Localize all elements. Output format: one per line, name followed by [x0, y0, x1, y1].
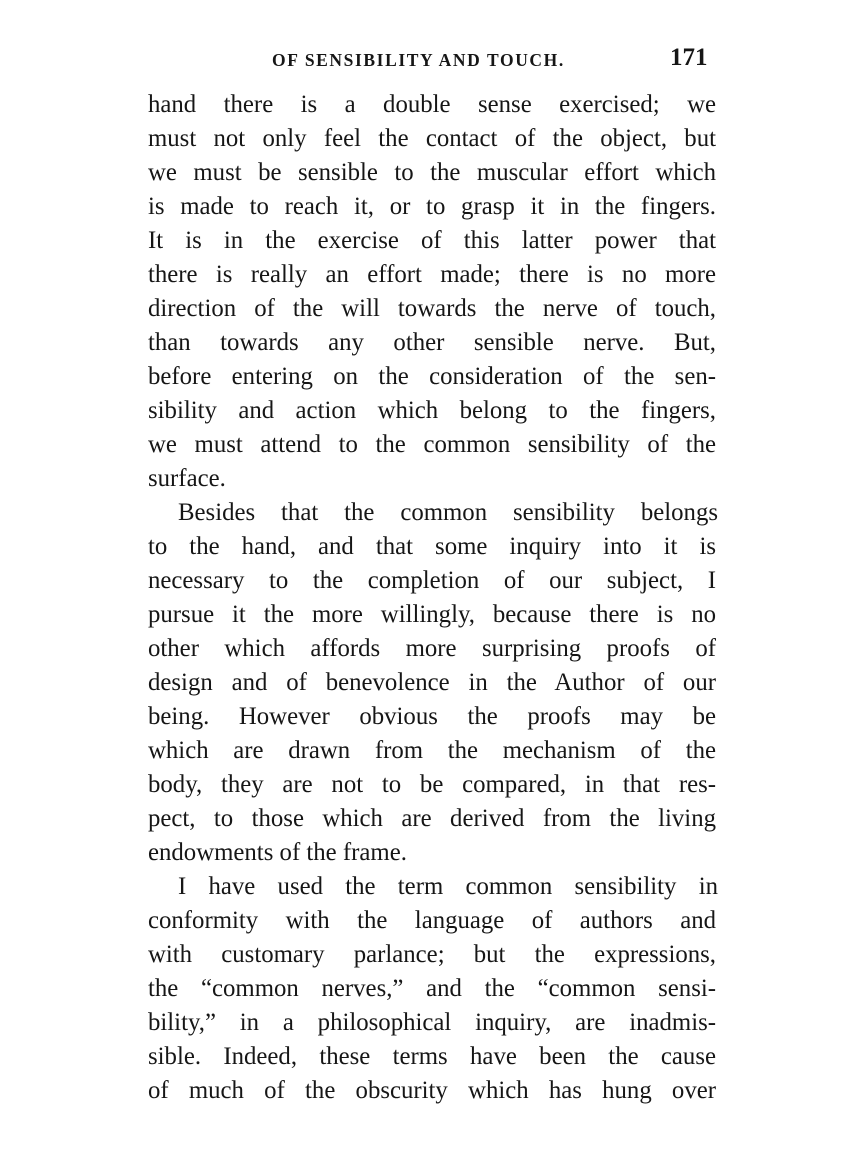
text-line: Besides that the common sensibility belongs	[178, 499, 718, 526]
text-line: the “common nerves,” and the “common sensi-	[148, 975, 716, 1002]
text-line: endowments of the frame.	[148, 839, 407, 866]
text-line: pursue it the more willingly, because there is no	[148, 601, 716, 628]
text-line: being. However obvious the proofs may be	[148, 703, 716, 730]
text-line: other which affords more surprising proofs of	[148, 635, 716, 662]
text-line: I have used the term common sensibility in	[178, 873, 718, 900]
text-line: must not only feel the contact of the object, but	[148, 125, 716, 152]
text-line: we must be sensible to the muscular effort which	[148, 159, 716, 186]
text-line: pect, to those which are derived from the living	[148, 805, 716, 832]
text-line: there is really an effort made; there is no more	[148, 261, 716, 288]
text-line: necessary to the completion of our subject, I	[148, 567, 716, 594]
text-line: of much of the obscurity which has hung over	[148, 1077, 716, 1104]
text-line: conformity with the language of authors and	[148, 907, 716, 934]
text-line: we must attend to the common sensibility of the	[148, 431, 716, 458]
text-line: direction of the will towards the nerve of touch,	[148, 295, 716, 322]
text-line: which are drawn from the mechanism of the	[148, 737, 716, 764]
text-line: hand there is a double sense exercised; we	[148, 91, 716, 118]
text-line: with customary parlance; but the expressions,	[148, 941, 716, 968]
text-line: body, they are not to be compared, in that res-	[148, 771, 716, 798]
text-line: than towards any other sensible nerve. But,	[148, 329, 716, 356]
text-line: It is in the exercise of this latter power that	[148, 227, 716, 254]
page-number: 171	[670, 44, 708, 71]
text-line: sibility and action which belong to the fingers,	[148, 397, 716, 424]
text-line: is made to reach it, or to grasp it in the fingers.	[148, 193, 716, 220]
text-line: to the hand, and that some inquiry into it is	[148, 533, 716, 560]
text-line: sible. Indeed, these terms have been the cause	[148, 1043, 716, 1070]
running-header: OF SENSIBILITY AND TOUCH.	[272, 50, 565, 70]
text-line: bility,” in a philosophical inquiry, are inadmis-	[148, 1009, 716, 1036]
text-line: surface.	[148, 465, 226, 492]
text-line: before entering on the consideration of the sen-	[148, 363, 716, 390]
text-line: design and of benevolence in the Author of our	[148, 669, 716, 696]
